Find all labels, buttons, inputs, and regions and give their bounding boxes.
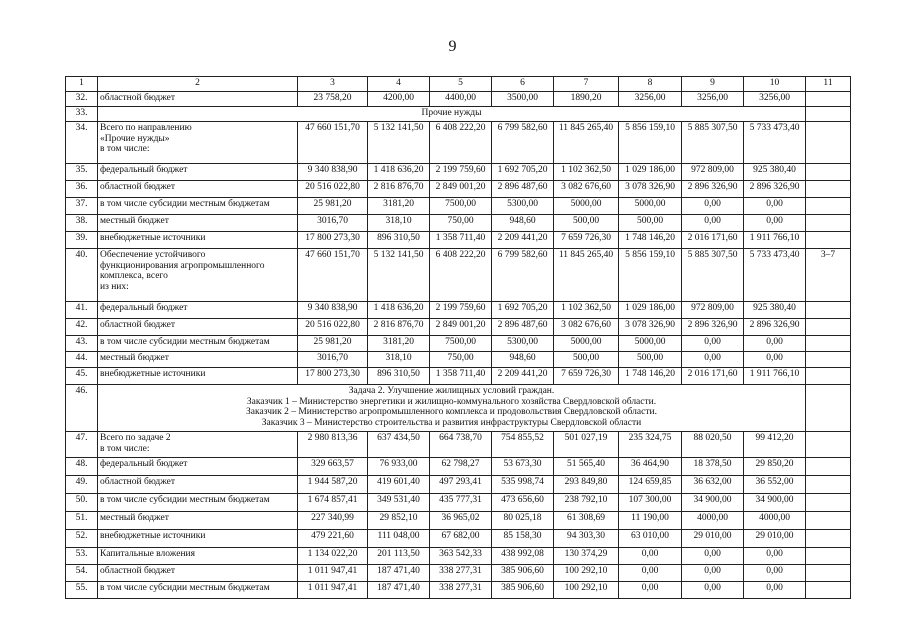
value-cell: 7 659 726,30 bbox=[554, 232, 619, 249]
header-cell: 11 bbox=[806, 77, 851, 92]
value-cell bbox=[806, 368, 851, 385]
value-cell: 67 682,00 bbox=[430, 530, 492, 548]
value-cell: 63 010,00 bbox=[619, 530, 682, 548]
value-cell: 5 132 141,50 bbox=[368, 122, 430, 164]
value-cell: 329 663,57 bbox=[298, 458, 368, 476]
value-cell: 25 981,20 bbox=[298, 336, 368, 352]
value-cell: 3181,20 bbox=[368, 198, 430, 215]
table-row bbox=[66, 548, 851, 565]
value-cell: 238 792,10 bbox=[554, 494, 619, 512]
value-cell: 1 358 711,40 bbox=[430, 232, 492, 249]
header-cell: 9 bbox=[682, 77, 744, 92]
row-number: 48. bbox=[66, 458, 98, 476]
value-cell bbox=[806, 565, 851, 582]
value-cell bbox=[806, 494, 851, 512]
value-cell: 51 565,40 bbox=[554, 458, 619, 476]
row-number: 40. bbox=[66, 249, 98, 302]
value-cell: 53 673,30 bbox=[492, 458, 554, 476]
value-cell: 5 856 159,10 bbox=[619, 249, 682, 302]
value-cell: 1 358 711,40 bbox=[430, 368, 492, 385]
row-number: 44. bbox=[66, 352, 98, 368]
value-cell: 948,60 bbox=[492, 215, 554, 232]
header-cell: 1 bbox=[66, 77, 98, 92]
table-row bbox=[66, 215, 851, 232]
value-cell: 36 552,00 bbox=[744, 476, 806, 494]
value-cell bbox=[806, 215, 851, 232]
value-cell: 419 601,40 bbox=[368, 476, 430, 494]
value-cell: 5300,00 bbox=[492, 336, 554, 352]
table-row bbox=[66, 352, 851, 368]
value-cell: 2 199 759,60 bbox=[430, 164, 492, 181]
value-cell: 2 896 326,90 bbox=[682, 319, 744, 336]
value-cell: 349 531,40 bbox=[368, 494, 430, 512]
header-cell: 3 bbox=[298, 77, 368, 92]
value-cell: 111 048,00 bbox=[368, 530, 430, 548]
value-cell bbox=[806, 92, 851, 107]
table-row bbox=[66, 181, 851, 198]
value-cell: 0,00 bbox=[682, 548, 744, 565]
row-number: 39. bbox=[66, 232, 98, 249]
value-cell: 1 029 186,00 bbox=[619, 164, 682, 181]
header-cell: 8 bbox=[619, 77, 682, 92]
value-cell: 7 659 726,30 bbox=[554, 368, 619, 385]
value-cell: 6 799 582,60 bbox=[492, 122, 554, 164]
row-label: областной бюджет bbox=[98, 565, 298, 582]
value-cell: 34 900,00 bbox=[682, 494, 744, 512]
value-cell: 0,00 bbox=[619, 582, 682, 599]
budget-table bbox=[65, 76, 851, 599]
value-cell: 11 190,00 bbox=[619, 512, 682, 530]
value-cell: 1 029 186,00 bbox=[619, 302, 682, 319]
value-cell: 4000,00 bbox=[682, 512, 744, 530]
value-cell: 130 374,29 bbox=[554, 548, 619, 565]
row-number: 32. bbox=[66, 92, 98, 107]
table-row bbox=[66, 302, 851, 319]
value-cell: 1 134 022,20 bbox=[298, 548, 368, 565]
value-cell: 0,00 bbox=[619, 548, 682, 565]
row-label: внебюджетные источники bbox=[98, 530, 298, 548]
value-cell bbox=[806, 122, 851, 164]
value-cell: 293 849,80 bbox=[554, 476, 619, 494]
value-cell: 88 020,50 bbox=[682, 432, 744, 458]
value-cell: 29 010,00 bbox=[744, 530, 806, 548]
value-cell: 100 292,10 bbox=[554, 565, 619, 582]
value-cell: 750,00 bbox=[430, 352, 492, 368]
value-cell: 338 277,31 bbox=[430, 582, 492, 599]
value-cell: 500,00 bbox=[554, 215, 619, 232]
value-cell: 227 340,99 bbox=[298, 512, 368, 530]
value-cell: 5000,00 bbox=[619, 198, 682, 215]
value-cell: 201 113,50 bbox=[368, 548, 430, 565]
row-label: местный бюджет bbox=[98, 512, 298, 530]
row-number: 36. bbox=[66, 181, 98, 198]
row-label: местный бюджет bbox=[98, 352, 298, 368]
row-label: областной бюджет bbox=[98, 181, 298, 198]
value-cell: 5 733 473,40 bbox=[744, 249, 806, 302]
value-cell: 3 082 676,60 bbox=[554, 319, 619, 336]
row-number: 53. bbox=[66, 548, 98, 565]
value-cell: 0,00 bbox=[744, 548, 806, 565]
table-row bbox=[66, 319, 851, 336]
value-cell: 0,00 bbox=[682, 336, 744, 352]
row-number: 52. bbox=[66, 530, 98, 548]
value-cell: 2 896 487,60 bbox=[492, 319, 554, 336]
row-label: Обеспечение устойчивого функционирования агропромышленного комплекса, всего из них: bbox=[98, 249, 298, 302]
row-number: 47. bbox=[66, 432, 98, 458]
value-cell: 2 816 876,70 bbox=[368, 319, 430, 336]
row-number: 54. bbox=[66, 565, 98, 582]
value-cell: 62 798,27 bbox=[430, 458, 492, 476]
value-cell bbox=[806, 476, 851, 494]
value-cell: 0,00 bbox=[682, 215, 744, 232]
header-cell: 7 bbox=[554, 77, 619, 92]
value-cell: 497 293,41 bbox=[430, 476, 492, 494]
value-cell: 473 656,60 bbox=[492, 494, 554, 512]
value-cell: 2 896 326,90 bbox=[682, 181, 744, 198]
section-row bbox=[66, 107, 851, 122]
value-cell: 1 418 636,20 bbox=[368, 164, 430, 181]
row-number: 45. bbox=[66, 368, 98, 385]
row-label: местный бюджет bbox=[98, 215, 298, 232]
value-cell: 29 852,10 bbox=[368, 512, 430, 530]
table-row bbox=[66, 198, 851, 215]
row-label: Капитальные вложения bbox=[98, 548, 298, 565]
row-number: 42. bbox=[66, 319, 98, 336]
value-cell: 47 660 151,70 bbox=[298, 249, 368, 302]
value-cell: 124 659,85 bbox=[619, 476, 682, 494]
value-cell: 36 464,90 bbox=[619, 458, 682, 476]
value-cell: 2 896 487,60 bbox=[492, 181, 554, 198]
empty-cell bbox=[806, 385, 851, 432]
value-cell: 925 380,40 bbox=[744, 164, 806, 181]
row-label: в том числе субсидии местным бюджетам bbox=[98, 494, 298, 512]
row-number: 35. bbox=[66, 164, 98, 181]
value-cell: 500,00 bbox=[619, 352, 682, 368]
value-cell: 9 340 838,90 bbox=[298, 164, 368, 181]
value-cell bbox=[806, 512, 851, 530]
value-cell: 2 016 171,60 bbox=[682, 368, 744, 385]
value-cell: 3256,00 bbox=[744, 92, 806, 107]
value-cell: 0,00 bbox=[744, 565, 806, 582]
value-cell: 20 516 022,80 bbox=[298, 181, 368, 198]
value-cell: 3016,70 bbox=[298, 215, 368, 232]
value-cell: 1 944 587,20 bbox=[298, 476, 368, 494]
value-cell: 36 632,00 bbox=[682, 476, 744, 494]
task-description: Задача 2. Улучшение жилищных условий граждан. Заказчик 1 – Министерство энергетики и жилищно-коммунального хозяйства Свердловской области. Заказчик 2 – Министерство агропромышленного комплекса и продовольствия Свердловской области. Заказчик 3 – Министерство строительства и развития инфраструктуры Свердловской области bbox=[98, 385, 806, 432]
value-cell bbox=[806, 336, 851, 352]
table-row bbox=[66, 476, 851, 494]
table-row bbox=[66, 582, 851, 599]
value-cell: 318,10 bbox=[368, 215, 430, 232]
value-cell: 1890,20 bbox=[554, 92, 619, 107]
value-cell: 20 516 022,80 bbox=[298, 319, 368, 336]
value-cell: 318,10 bbox=[368, 352, 430, 368]
row-label: федеральный бюджет bbox=[98, 302, 298, 319]
table-row bbox=[66, 122, 851, 164]
table-row bbox=[66, 432, 851, 458]
value-cell bbox=[806, 432, 851, 458]
value-cell: 25 981,20 bbox=[298, 198, 368, 215]
value-cell: 4400,00 bbox=[430, 92, 492, 107]
row-number: 51. bbox=[66, 512, 98, 530]
value-cell: 2 016 171,60 bbox=[682, 232, 744, 249]
value-cell: 501 027,19 bbox=[554, 432, 619, 458]
value-cell: 34 900,00 bbox=[744, 494, 806, 512]
section-title: Прочие нужды bbox=[98, 107, 806, 122]
value-cell: 5300,00 bbox=[492, 198, 554, 215]
value-cell: 11 845 265,40 bbox=[554, 122, 619, 164]
empty-cell bbox=[806, 107, 851, 122]
value-cell: 5 856 159,10 bbox=[619, 122, 682, 164]
value-cell: 23 758,20 bbox=[298, 92, 368, 107]
value-cell: 385 906,60 bbox=[492, 582, 554, 599]
value-cell: 36 965,02 bbox=[430, 512, 492, 530]
table-body bbox=[66, 77, 851, 599]
value-cell: 0,00 bbox=[682, 582, 744, 599]
value-cell: 1 692 705,20 bbox=[492, 164, 554, 181]
header-cell: 4 bbox=[368, 77, 430, 92]
value-cell bbox=[806, 582, 851, 599]
value-cell: 5000,00 bbox=[554, 336, 619, 352]
value-cell bbox=[806, 164, 851, 181]
value-cell: 2 980 813,36 bbox=[298, 432, 368, 458]
header-cell: 2 bbox=[98, 77, 298, 92]
value-cell: 1 911 766,10 bbox=[744, 368, 806, 385]
value-cell bbox=[806, 198, 851, 215]
value-cell bbox=[806, 352, 851, 368]
value-cell: 0,00 bbox=[682, 565, 744, 582]
header-cell: 10 bbox=[744, 77, 806, 92]
table-row bbox=[66, 530, 851, 548]
value-cell: 948,60 bbox=[492, 352, 554, 368]
row-label: областной бюджет bbox=[98, 92, 298, 107]
value-cell: 17 800 273,30 bbox=[298, 368, 368, 385]
row-label: в том числе субсидии местным бюджетам bbox=[98, 198, 298, 215]
table-row bbox=[66, 368, 851, 385]
value-cell: 0,00 bbox=[682, 352, 744, 368]
value-cell: 438 992,08 bbox=[492, 548, 554, 565]
page-number: 9 bbox=[448, 38, 457, 55]
value-cell: 9 340 838,90 bbox=[298, 302, 368, 319]
value-cell: 100 292,10 bbox=[554, 582, 619, 599]
row-label: областной бюджет bbox=[98, 319, 298, 336]
value-cell: 0,00 bbox=[744, 336, 806, 352]
row-number: 50. bbox=[66, 494, 98, 512]
value-cell: 2 849 001,20 bbox=[430, 319, 492, 336]
row-label: Всего по задаче 2 в том числе: bbox=[98, 432, 298, 458]
value-cell: 435 777,31 bbox=[430, 494, 492, 512]
table-row bbox=[66, 232, 851, 249]
value-cell: 2 849 001,20 bbox=[430, 181, 492, 198]
value-cell: 3–7 bbox=[806, 249, 851, 302]
value-cell: 187 471,40 bbox=[368, 582, 430, 599]
value-cell: 76 933,00 bbox=[368, 458, 430, 476]
value-cell: 5 885 307,50 bbox=[682, 249, 744, 302]
value-cell: 5 733 473,40 bbox=[744, 122, 806, 164]
value-cell: 6 408 222,20 bbox=[430, 122, 492, 164]
value-cell bbox=[806, 530, 851, 548]
value-cell: 535 998,74 bbox=[492, 476, 554, 494]
value-cell: 2 209 441,20 bbox=[492, 368, 554, 385]
table-row bbox=[66, 249, 851, 302]
value-cell: 11 845 265,40 bbox=[554, 249, 619, 302]
value-cell: 385 906,60 bbox=[492, 565, 554, 582]
row-label: в том числе субсидии местным бюджетам bbox=[98, 582, 298, 599]
value-cell: 1 011 947,41 bbox=[298, 565, 368, 582]
value-cell: 972 809,00 bbox=[682, 164, 744, 181]
value-cell: 754 855,52 bbox=[492, 432, 554, 458]
value-cell bbox=[806, 319, 851, 336]
value-cell: 0,00 bbox=[744, 582, 806, 599]
value-cell: 94 303,30 bbox=[554, 530, 619, 548]
task-row bbox=[66, 385, 851, 432]
row-number: 55. bbox=[66, 582, 98, 599]
value-cell: 6 408 222,20 bbox=[430, 249, 492, 302]
row-label: областной бюджет bbox=[98, 476, 298, 494]
value-cell: 3256,00 bbox=[682, 92, 744, 107]
row-label: федеральный бюджет bbox=[98, 164, 298, 181]
value-cell: 750,00 bbox=[430, 215, 492, 232]
value-cell: 107 300,00 bbox=[619, 494, 682, 512]
value-cell: 4000,00 bbox=[744, 512, 806, 530]
value-cell: 0,00 bbox=[682, 198, 744, 215]
value-cell: 85 158,30 bbox=[492, 530, 554, 548]
value-cell: 7500,00 bbox=[430, 198, 492, 215]
row-label: федеральный бюджет bbox=[98, 458, 298, 476]
value-cell: 896 310,50 bbox=[368, 232, 430, 249]
value-cell: 2 199 759,60 bbox=[430, 302, 492, 319]
value-cell: 925 380,40 bbox=[744, 302, 806, 319]
value-cell: 80 025,18 bbox=[492, 512, 554, 530]
value-cell: 17 800 273,30 bbox=[298, 232, 368, 249]
value-cell: 1 418 636,20 bbox=[368, 302, 430, 319]
value-cell: 3181,20 bbox=[368, 336, 430, 352]
row-label: Всего по направлению «Прочие нужды» в том числе: bbox=[98, 122, 298, 164]
value-cell: 29 850,20 bbox=[744, 458, 806, 476]
value-cell: 664 738,70 bbox=[430, 432, 492, 458]
table-row bbox=[66, 336, 851, 352]
table-row bbox=[66, 458, 851, 476]
table-row bbox=[66, 494, 851, 512]
value-cell: 47 660 151,70 bbox=[298, 122, 368, 164]
value-cell: 896 310,50 bbox=[368, 368, 430, 385]
header-row bbox=[66, 77, 851, 92]
value-cell: 338 277,31 bbox=[430, 565, 492, 582]
value-cell: 61 308,69 bbox=[554, 512, 619, 530]
value-cell: 0,00 bbox=[744, 198, 806, 215]
value-cell: 1 692 705,20 bbox=[492, 302, 554, 319]
value-cell: 235 324,75 bbox=[619, 432, 682, 458]
value-cell: 1 674 857,41 bbox=[298, 494, 368, 512]
row-number: 37. bbox=[66, 198, 98, 215]
header-cell: 6 bbox=[492, 77, 554, 92]
value-cell: 500,00 bbox=[554, 352, 619, 368]
value-cell: 637 434,50 bbox=[368, 432, 430, 458]
value-cell: 5 132 141,50 bbox=[368, 249, 430, 302]
value-cell: 18 378,50 bbox=[682, 458, 744, 476]
row-number: 38. bbox=[66, 215, 98, 232]
value-cell: 29 010,00 bbox=[682, 530, 744, 548]
row-label: в том числе субсидии местным бюджетам bbox=[98, 336, 298, 352]
value-cell: 2 209 441,20 bbox=[492, 232, 554, 249]
row-number: 43. bbox=[66, 336, 98, 352]
value-cell bbox=[806, 181, 851, 198]
value-cell: 5000,00 bbox=[619, 336, 682, 352]
value-cell bbox=[806, 232, 851, 249]
value-cell: 972 809,00 bbox=[682, 302, 744, 319]
value-cell: 3500,00 bbox=[492, 92, 554, 107]
value-cell bbox=[806, 548, 851, 565]
value-cell: 99 412,20 bbox=[744, 432, 806, 458]
value-cell: 2 896 326,90 bbox=[744, 181, 806, 198]
value-cell: 479 221,60 bbox=[298, 530, 368, 548]
value-cell: 1 102 362,50 bbox=[554, 164, 619, 181]
value-cell: 187 471,40 bbox=[368, 565, 430, 582]
table-row bbox=[66, 512, 851, 530]
table-row bbox=[66, 92, 851, 107]
value-cell: 1 102 362,50 bbox=[554, 302, 619, 319]
value-cell: 1 011 947,41 bbox=[298, 582, 368, 599]
value-cell: 1 911 766,10 bbox=[744, 232, 806, 249]
value-cell: 3016,70 bbox=[298, 352, 368, 368]
value-cell: 7500,00 bbox=[430, 336, 492, 352]
value-cell: 3 082 676,60 bbox=[554, 181, 619, 198]
value-cell: 0,00 bbox=[744, 215, 806, 232]
value-cell: 363 542,33 bbox=[430, 548, 492, 565]
row-label: внебюджетные источники bbox=[98, 368, 298, 385]
value-cell: 3256,00 bbox=[619, 92, 682, 107]
value-cell: 1 748 146,20 bbox=[619, 368, 682, 385]
value-cell: 3 078 326,90 bbox=[619, 319, 682, 336]
value-cell bbox=[806, 458, 851, 476]
value-cell: 1 748 146,20 bbox=[619, 232, 682, 249]
header-cell: 5 bbox=[430, 77, 492, 92]
row-number: 33. bbox=[66, 107, 98, 122]
table-row bbox=[66, 565, 851, 582]
table-row bbox=[66, 164, 851, 181]
value-cell: 3 078 326,90 bbox=[619, 181, 682, 198]
row-label: внебюджетные источники bbox=[98, 232, 298, 249]
value-cell: 2 816 876,70 bbox=[368, 181, 430, 198]
value-cell: 6 799 582,60 bbox=[492, 249, 554, 302]
row-number: 49. bbox=[66, 476, 98, 494]
value-cell: 4200,00 bbox=[368, 92, 430, 107]
row-number: 41. bbox=[66, 302, 98, 319]
value-cell: 0,00 bbox=[619, 565, 682, 582]
value-cell: 5000,00 bbox=[554, 198, 619, 215]
value-cell: 2 896 326,90 bbox=[744, 319, 806, 336]
row-number: 46. bbox=[66, 385, 98, 432]
value-cell bbox=[806, 302, 851, 319]
value-cell: 5 885 307,50 bbox=[682, 122, 744, 164]
value-cell: 0,00 bbox=[744, 352, 806, 368]
value-cell: 500,00 bbox=[619, 215, 682, 232]
row-number: 34. bbox=[66, 122, 98, 164]
